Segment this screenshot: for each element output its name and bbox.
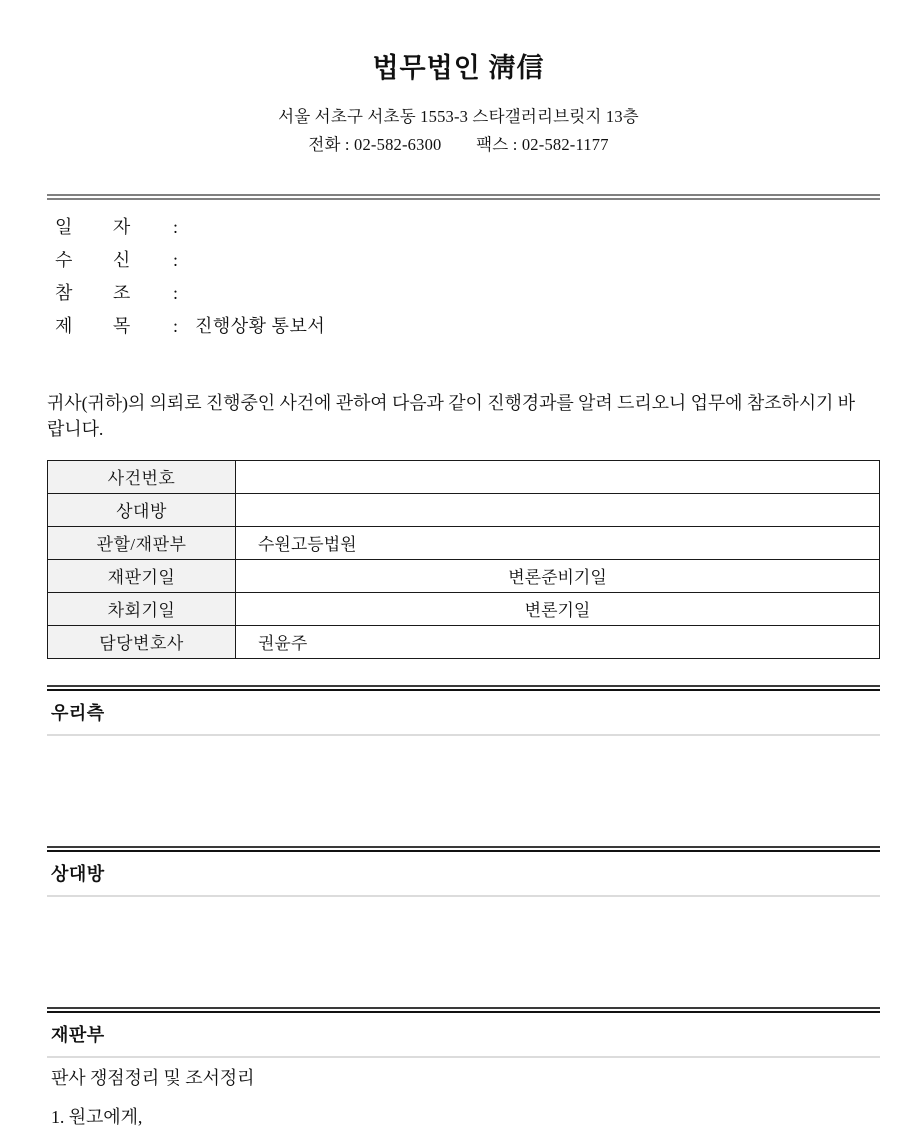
meta-colon-cc: : — [173, 282, 179, 303]
section-our-side — [47, 685, 880, 846]
row-label-attorney: 담당변호사 — [48, 625, 236, 658]
letterhead-divider — [47, 194, 880, 200]
row-value-attorney[interactable]: 권윤주 — [236, 625, 880, 658]
case-info-table — [47, 460, 880, 659]
meta-label-date: 일 자 — [55, 216, 131, 237]
firm-name: 법무법인 淸信 — [372, 53, 545, 83]
table-row — [48, 460, 880, 493]
letterhead — [0, 0, 917, 158]
meta-value-subject[interactable]: 진행상황 통보서 — [195, 315, 326, 336]
table-row — [48, 559, 880, 592]
section-body-other-side[interactable] — [47, 897, 880, 1007]
section-other-side — [47, 846, 880, 1007]
table-row — [48, 493, 880, 526]
phone-label: 전화 : — [308, 134, 350, 154]
meta-row-cc — [55, 284, 917, 317]
section-body-empty-other-side — [51, 903, 880, 1007]
section-heading-court: 재판부 — [47, 1013, 880, 1058]
row-label-court: 관할/재판부 — [48, 526, 236, 559]
intro-paragraph: 귀사(귀하)의 의뢰로 진행중인 사건에 관하여 다음과 같이 진행경과를 알려 드리오니 업무에 참조하시기 바랍니다. — [47, 392, 855, 439]
meta-label-subject: 제 목 — [55, 315, 131, 336]
meta-colon-subject: : — [173, 315, 179, 336]
row-label-hearing-date: 재판기일 — [48, 559, 236, 592]
fax-label: 팩스 : — [476, 134, 518, 154]
section-body-empty-our-side — [51, 742, 880, 846]
row-value-court[interactable]: 수원고등법원 — [236, 526, 880, 559]
row-label-next-date: 차회기일 — [48, 592, 236, 625]
section-body-our-side[interactable] — [47, 736, 880, 846]
table-row — [48, 625, 880, 658]
meta-row-date — [55, 218, 917, 251]
row-label-case-number: 사건번호 — [48, 460, 236, 493]
firm-contact — [0, 132, 917, 158]
row-value-next-date[interactable]: 변론기일 — [236, 592, 880, 625]
meta-label-cc: 참 조 — [55, 282, 131, 303]
meta-row-subject — [55, 317, 917, 350]
fax-number: 02-582-1177 — [521, 134, 609, 154]
section-gap — [0, 659, 917, 685]
meta-colon-date: : — [173, 216, 179, 237]
section-body-court[interactable] — [47, 1058, 880, 1132]
letterhead-divider-wrap — [0, 194, 917, 200]
meta-colon-recipient: : — [173, 249, 179, 270]
section-court — [47, 1007, 880, 1132]
phone-number: 02-582-6300 — [354, 134, 442, 154]
row-value-hearing-date[interactable]: 변론준비기일 — [236, 559, 880, 592]
section-heading-other-side: 상대방 — [47, 852, 880, 897]
meta-label-recipient: 수 신 — [55, 249, 131, 270]
court-note-line: 판사 쟁점정리 및 조서정리 — [51, 1067, 255, 1088]
firm-address: 서울 서초구 서초동 1553-3 스타갤러리브릿지 13층 — [278, 107, 639, 127]
meta-field-block — [55, 218, 917, 350]
table-row — [48, 592, 880, 625]
court-note-line: 1. 원고에게, — [51, 1106, 143, 1127]
row-value-case-number[interactable] — [236, 460, 880, 493]
meta-row-recipient — [55, 251, 917, 284]
table-row — [48, 526, 880, 559]
row-label-counterparty: 상대방 — [48, 493, 236, 526]
row-value-counterparty[interactable] — [236, 493, 880, 526]
section-heading-our-side: 우리측 — [47, 691, 880, 736]
